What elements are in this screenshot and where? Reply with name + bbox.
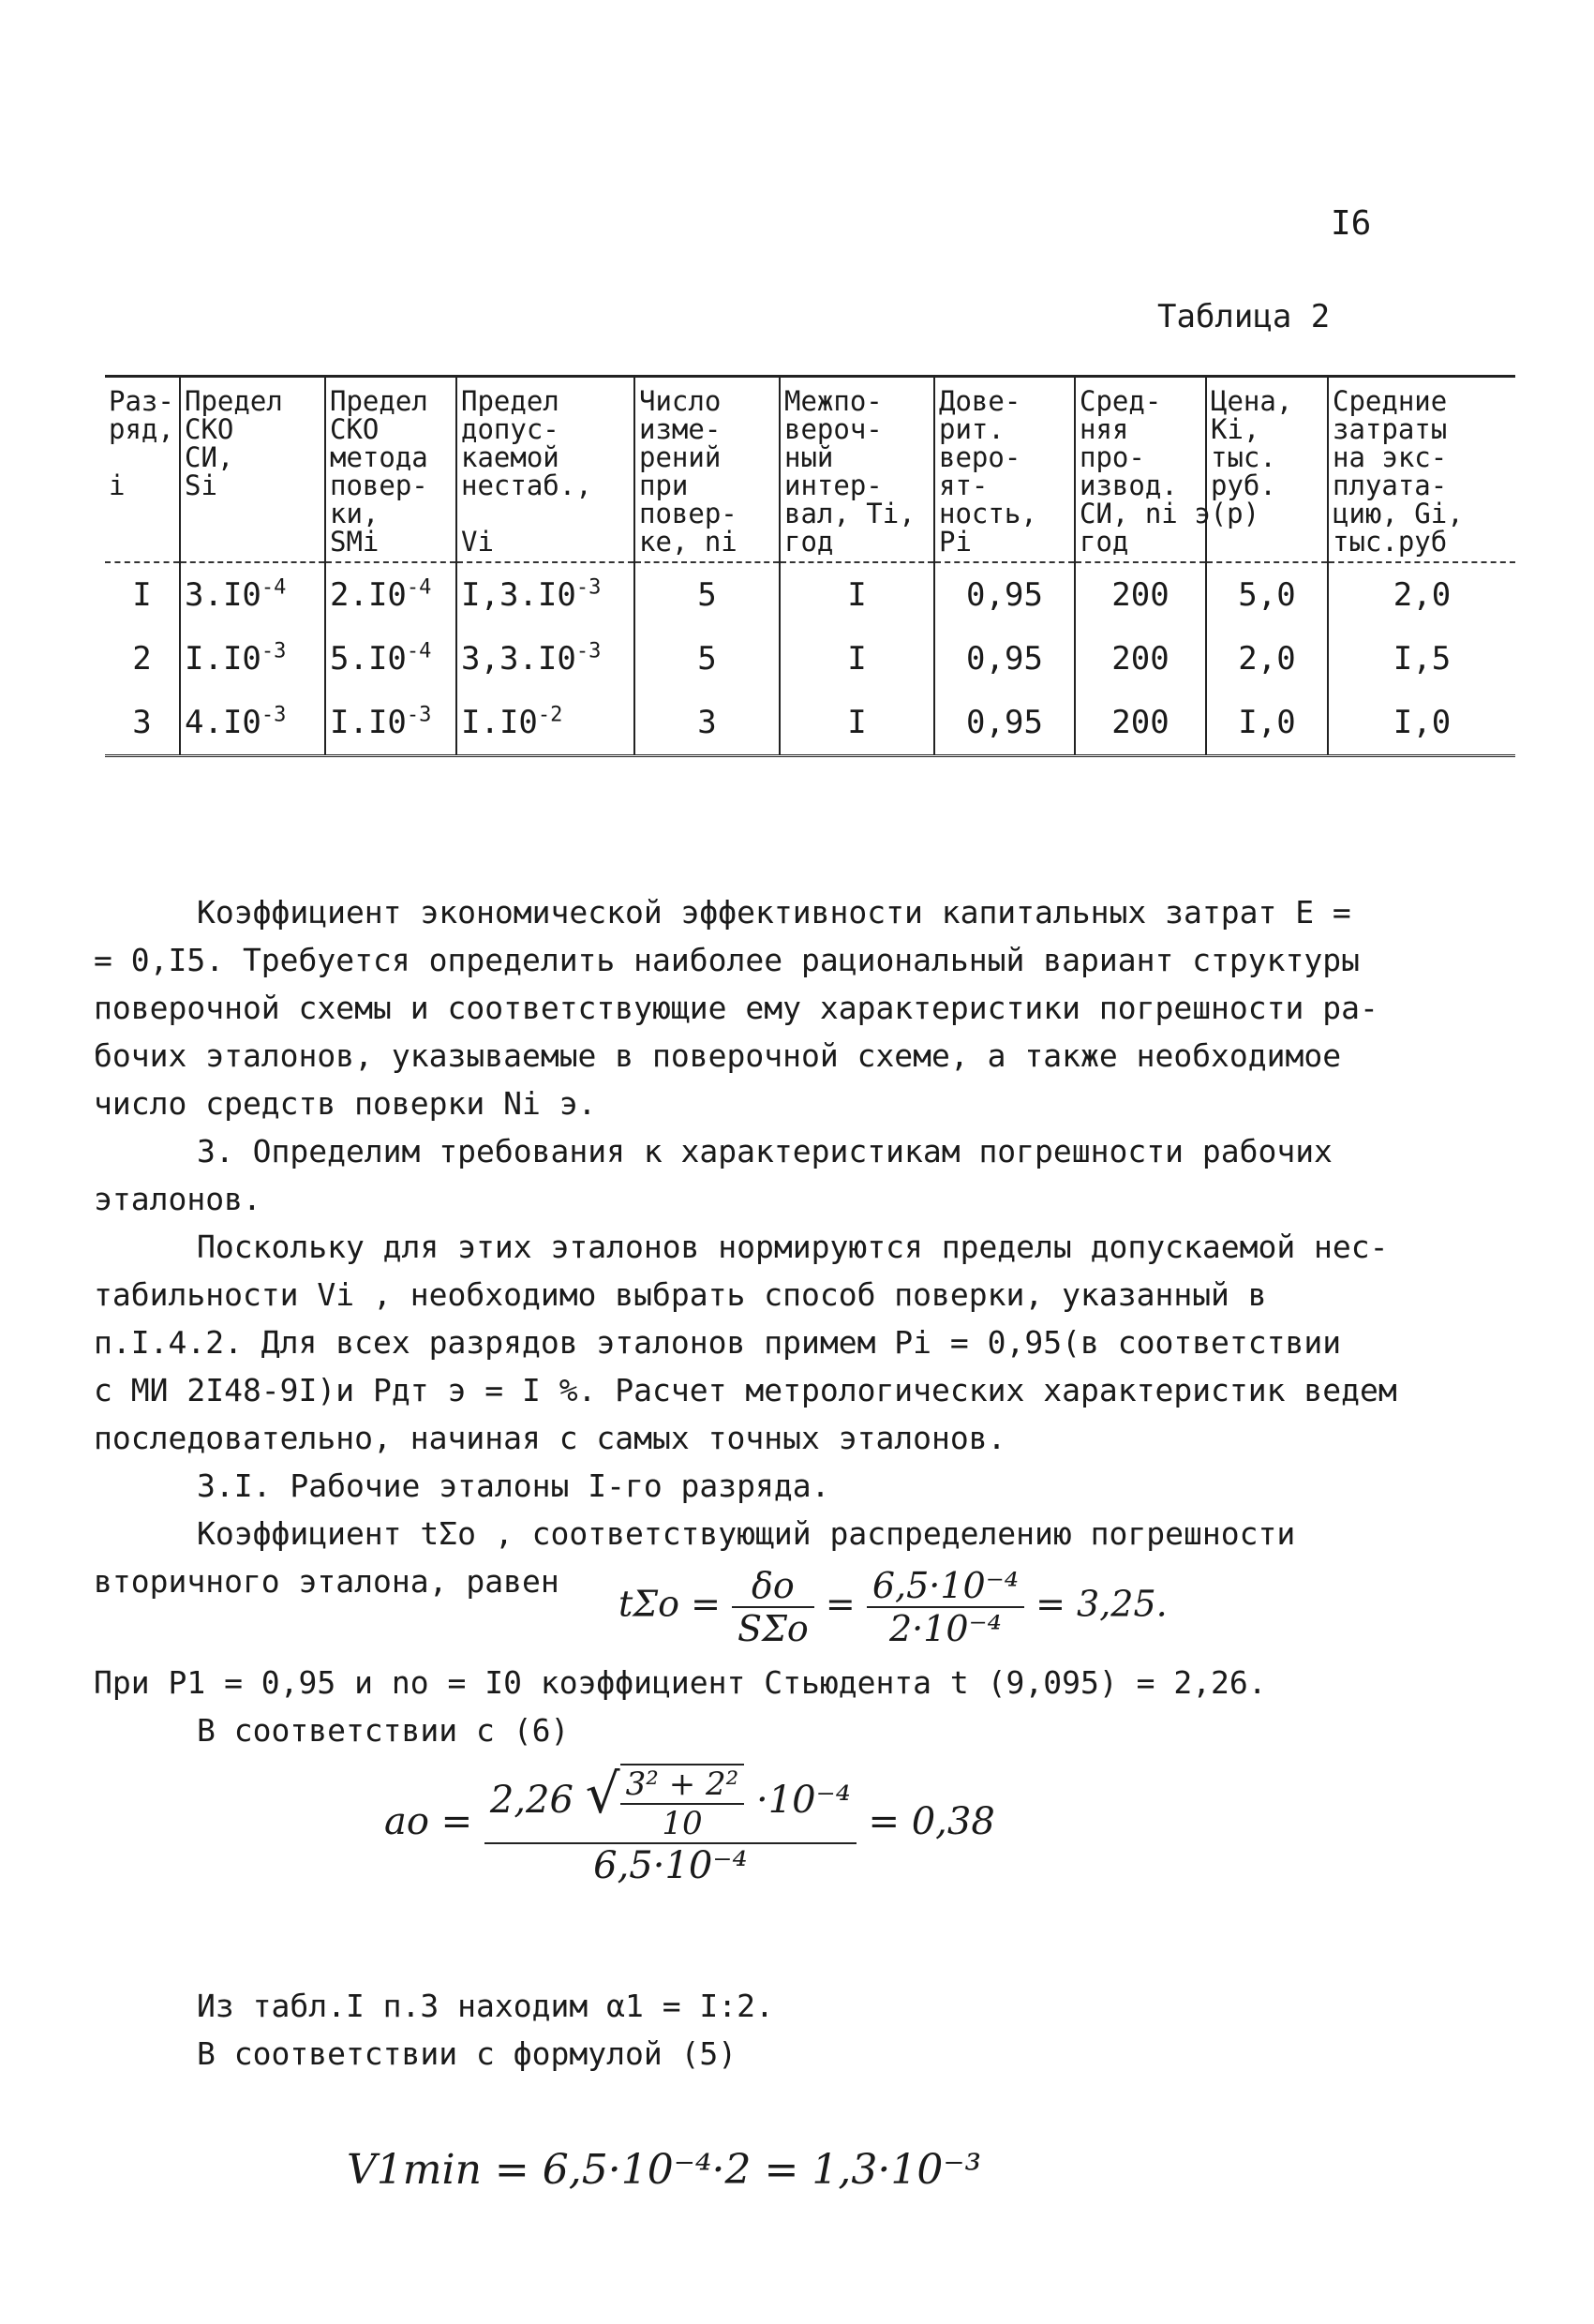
column-header-line: извод. — [1080, 469, 1178, 501]
column-header-line: при — [639, 469, 689, 501]
cell-value: 5 — [697, 640, 717, 678]
cell-value: 2 — [132, 640, 152, 678]
cell-value: 0,95 — [966, 576, 1043, 614]
column-header-line: вал, Ti, — [784, 498, 916, 529]
column-header-line: ке, ni — [639, 526, 737, 558]
cell-value: I — [847, 640, 867, 678]
column-header-line: Число — [639, 385, 722, 417]
column-header-line: цию, Gi, — [1333, 498, 1464, 529]
cell-value: I — [847, 704, 867, 741]
column-header — [180, 377, 325, 563]
table-cell — [456, 627, 634, 691]
fraction-numerator: δo — [732, 1565, 814, 1608]
body-text-2 — [94, 1659, 1462, 1754]
paragraph-line: эталонов. — [94, 1181, 261, 1217]
table-cell — [634, 627, 780, 691]
body-text — [94, 888, 1462, 1605]
cell-value: 3,3.I0 — [461, 640, 576, 678]
t-sigma-formula — [618, 1565, 1168, 1649]
column-header-line: SMi — [330, 526, 380, 558]
column-header-line: ряд, — [109, 413, 174, 445]
table-cell — [934, 691, 1075, 756]
fraction — [484, 1762, 857, 1887]
fraction — [732, 1565, 814, 1649]
column-header-line: Дове- — [939, 385, 1021, 417]
fraction-denominator: SΣo — [737, 1608, 809, 1649]
column-header-line: няя — [1080, 413, 1129, 445]
table-cell — [456, 562, 634, 627]
column-header-line: ки, — [330, 498, 380, 529]
table-cell — [780, 691, 934, 756]
column-header-line: Предел — [185, 385, 283, 417]
column-header-line: про- — [1080, 441, 1145, 473]
table-row — [105, 691, 1515, 756]
column-header-line: затраты — [1333, 413, 1448, 445]
paragraph-line: Коэффициент экономической эффективности капитальных затрат E = — [197, 894, 1351, 931]
cell-value: I,0 — [1238, 704, 1296, 741]
numerator-tail: ·10⁻⁴ — [756, 1779, 851, 1822]
paragraph-line: последовательно, начиная с самых точных эталонов. — [94, 1420, 1006, 1456]
cell-value: 0,95 — [966, 704, 1043, 741]
page-number: I6 — [1331, 204, 1372, 243]
cell-exponent: -3 — [261, 639, 287, 663]
v1min-formula: V1min = 6,5·10⁻⁴·2 = 1,3·10⁻³ — [347, 2146, 982, 2194]
paragraph-line: табильности Vi , необходимо выбрать способ поверки, указанный в — [94, 1276, 1267, 1313]
column-header-line: Межпо- — [784, 385, 883, 417]
column-header — [780, 377, 934, 563]
table-cell — [325, 627, 456, 691]
cell-exponent: -4 — [406, 639, 432, 663]
column-header-line: интер- — [784, 469, 883, 501]
sqrt-denominator: 10 — [662, 1805, 703, 1842]
fraction-denominator: 2·10⁻⁴ — [888, 1608, 1002, 1649]
column-header-line: тыс. — [1211, 441, 1276, 473]
cell-value: 2.I0 — [330, 576, 407, 614]
paragraph-line: В соответствии с формулой (5) — [197, 2035, 737, 2072]
column-header-line: повер- — [639, 498, 737, 529]
paragraph-line: п.I.4.2. Для всех разрядов эталонов примем Pi = 0,95(в соответствии — [94, 1324, 1342, 1361]
column-header-line: руб. — [1211, 469, 1276, 501]
cell-value: I.I0 — [461, 704, 538, 741]
column-header-line: изме- — [639, 413, 722, 445]
paragraph-line: 3. Определим требования к характеристикам погрешности рабочих — [197, 1133, 1333, 1169]
cell-value: 2,0 — [1393, 576, 1452, 614]
table-cell — [634, 691, 780, 756]
table-body — [105, 562, 1515, 756]
column-header-line: ят- — [939, 469, 989, 501]
column-header-line: веро- — [939, 441, 1021, 473]
table-cell — [456, 691, 634, 756]
cell-value: I.I0 — [330, 704, 407, 741]
cell-exponent: -4 — [406, 575, 432, 600]
table-cell — [1328, 691, 1515, 756]
coefficient: 2,26 — [489, 1779, 574, 1822]
paragraph-line: Из табл.I п.3 находим α1 = I:2. — [197, 1988, 774, 2024]
column-header-line: вероч- — [784, 413, 883, 445]
cell-exponent: -2 — [537, 703, 563, 727]
cell-value: I,3.I0 — [461, 576, 576, 614]
table-cell — [1075, 627, 1206, 691]
paragraph-line: В соответствии с (6) — [197, 1712, 570, 1749]
table-cell — [180, 691, 325, 756]
sqrt-fraction — [620, 1764, 745, 1842]
column-header — [456, 377, 634, 563]
column-header-line: Средние — [1333, 385, 1448, 417]
table-cell — [105, 562, 180, 627]
column-header-line: СКО — [330, 413, 380, 445]
column-header-line: ность, — [939, 498, 1037, 529]
fraction — [867, 1565, 1024, 1649]
paragraph-line: вторичного эталона, равен — [94, 1563, 559, 1600]
formula-result: = 0,38 — [868, 1800, 995, 1843]
paragraph-line: Коэффициент tΣo , соответствующий распределению погрешности — [197, 1515, 1296, 1552]
column-header-line: СКО — [185, 413, 234, 445]
column-header-line: нестаб., — [461, 469, 592, 501]
fraction-denominator: 6,5·10⁻⁴ — [593, 1844, 748, 1887]
table-row — [105, 562, 1515, 627]
column-header-line: плуата- — [1333, 469, 1448, 501]
table-cell — [780, 627, 934, 691]
cell-value: 4.I0 — [185, 704, 261, 741]
column-header-line: Vi — [461, 526, 494, 558]
column-header-line: СИ, ni э(р) — [1080, 498, 1260, 529]
body-text-3 — [94, 1982, 1462, 2078]
table-cell — [180, 627, 325, 691]
formula-lhs: ao = — [384, 1800, 473, 1843]
table-cell — [105, 627, 180, 691]
column-header-line: Сред- — [1080, 385, 1162, 417]
column-header-line: год — [1080, 526, 1129, 558]
cell-exponent: -3 — [406, 703, 432, 727]
sqrt-numerator: 3² + 2² — [620, 1765, 745, 1805]
formula-lhs: tΣo = — [618, 1583, 721, 1625]
table-cell — [934, 627, 1075, 691]
equals-sign: = — [825, 1583, 856, 1625]
data-table — [105, 375, 1515, 757]
column-header-line: повер- — [330, 469, 428, 501]
table-cell — [1075, 691, 1206, 756]
column-header-line: рений — [639, 441, 722, 473]
table-cell — [325, 562, 456, 627]
table-row — [105, 627, 1515, 691]
table-header-row — [105, 377, 1515, 563]
cell-value: I,0 — [1393, 704, 1452, 741]
table-container — [105, 375, 1515, 757]
table-cell — [1206, 562, 1328, 627]
cell-value: 200 — [1111, 576, 1169, 614]
column-header-line: Цена, — [1211, 385, 1293, 417]
column-header-line: Предел — [330, 385, 428, 417]
table-cell — [105, 691, 180, 756]
table-cell — [1075, 562, 1206, 627]
cell-value: 2,0 — [1238, 640, 1296, 678]
cell-value: I.I0 — [185, 640, 261, 678]
column-header — [105, 377, 180, 563]
paragraph-line: бочих эталонов, указываемые в поверочной схеме, а также необходимое — [94, 1037, 1342, 1074]
column-header-line: тыс.руб — [1333, 526, 1448, 558]
column-header-line — [461, 499, 630, 528]
column-header-line: Pi — [939, 526, 972, 558]
column-header — [325, 377, 456, 563]
table-cell — [780, 562, 934, 627]
column-header-line: ный — [784, 441, 834, 473]
column-header-line: на экс- — [1333, 441, 1448, 473]
cell-value: 5 — [697, 576, 717, 614]
cell-value: I — [132, 576, 152, 614]
table-cell — [1328, 562, 1515, 627]
fraction-numerator — [484, 1762, 857, 1844]
a0-formula — [384, 1762, 995, 1887]
column-header-line: Si — [185, 469, 217, 501]
paragraph-line: число средств поверки Ni э. — [94, 1085, 597, 1122]
fraction-numerator: 6,5·10⁻⁴ — [867, 1565, 1024, 1608]
column-header-line — [109, 443, 175, 471]
table-cell — [634, 562, 780, 627]
cell-value: 3 — [132, 704, 152, 741]
column-header-line: метода — [330, 441, 428, 473]
sqrt-icon: √ — [585, 1762, 620, 1825]
column-header — [634, 377, 780, 563]
column-header — [934, 377, 1075, 563]
paragraph-line: Поскольку для этих эталонов нормируются пределы допускаемой нес- — [197, 1229, 1389, 1265]
column-header-line: рит. — [939, 413, 1005, 445]
cell-value: 3 — [697, 704, 717, 741]
column-header-line: Раз- — [109, 385, 174, 417]
cell-value: I,5 — [1393, 640, 1452, 678]
column-header-line: i — [109, 469, 126, 501]
table-cell — [325, 691, 456, 756]
column-header-line: каемой — [461, 441, 559, 473]
paragraph-line: с МИ 2I48-9I)и Pдт э = I %. Расчет метрологических характеристик ведем — [94, 1372, 1397, 1408]
cell-value: 3.I0 — [185, 576, 261, 614]
cell-value: 200 — [1111, 704, 1169, 741]
table-cell — [1328, 627, 1515, 691]
cell-value: 5,0 — [1238, 576, 1296, 614]
column-header — [1328, 377, 1515, 563]
formula-result: = 3,25. — [1035, 1583, 1168, 1625]
column-header — [1206, 377, 1328, 563]
cell-exponent: -3 — [575, 639, 602, 663]
paragraph-line: При P1 = 0,95 и no = I0 коэффициент Стьюдента t (9,095) = 2,26. — [94, 1664, 1267, 1701]
cell-value: 200 — [1111, 640, 1169, 678]
cell-value: 5.I0 — [330, 640, 407, 678]
cell-exponent: -4 — [261, 575, 287, 600]
paragraph-line: поверочной схемы и соответствующие ему характеристики погрешности ра- — [94, 990, 1378, 1026]
paragraph-line: = 0,I5. Требуется определить наиболее рациональный вариант структуры — [94, 942, 1361, 978]
table-cell — [1206, 627, 1328, 691]
column-header-line: СИ, — [185, 441, 234, 473]
column-header-line: Предел — [461, 385, 559, 417]
column-header-line: год — [784, 526, 834, 558]
cell-value: I — [847, 576, 867, 614]
table-cell — [1206, 691, 1328, 756]
section-heading: 3.I. Рабочие эталоны I-го разряда. — [197, 1467, 830, 1504]
cell-exponent: -3 — [575, 575, 602, 600]
cell-value: 0,95 — [966, 640, 1043, 678]
table-cell — [180, 562, 325, 627]
column-header-line: Ki, — [1211, 413, 1260, 445]
table-caption: Таблица 2 — [1157, 298, 1331, 335]
cell-exponent: -3 — [261, 703, 287, 727]
table-cell — [934, 562, 1075, 627]
column-header-line: допус- — [461, 413, 559, 445]
